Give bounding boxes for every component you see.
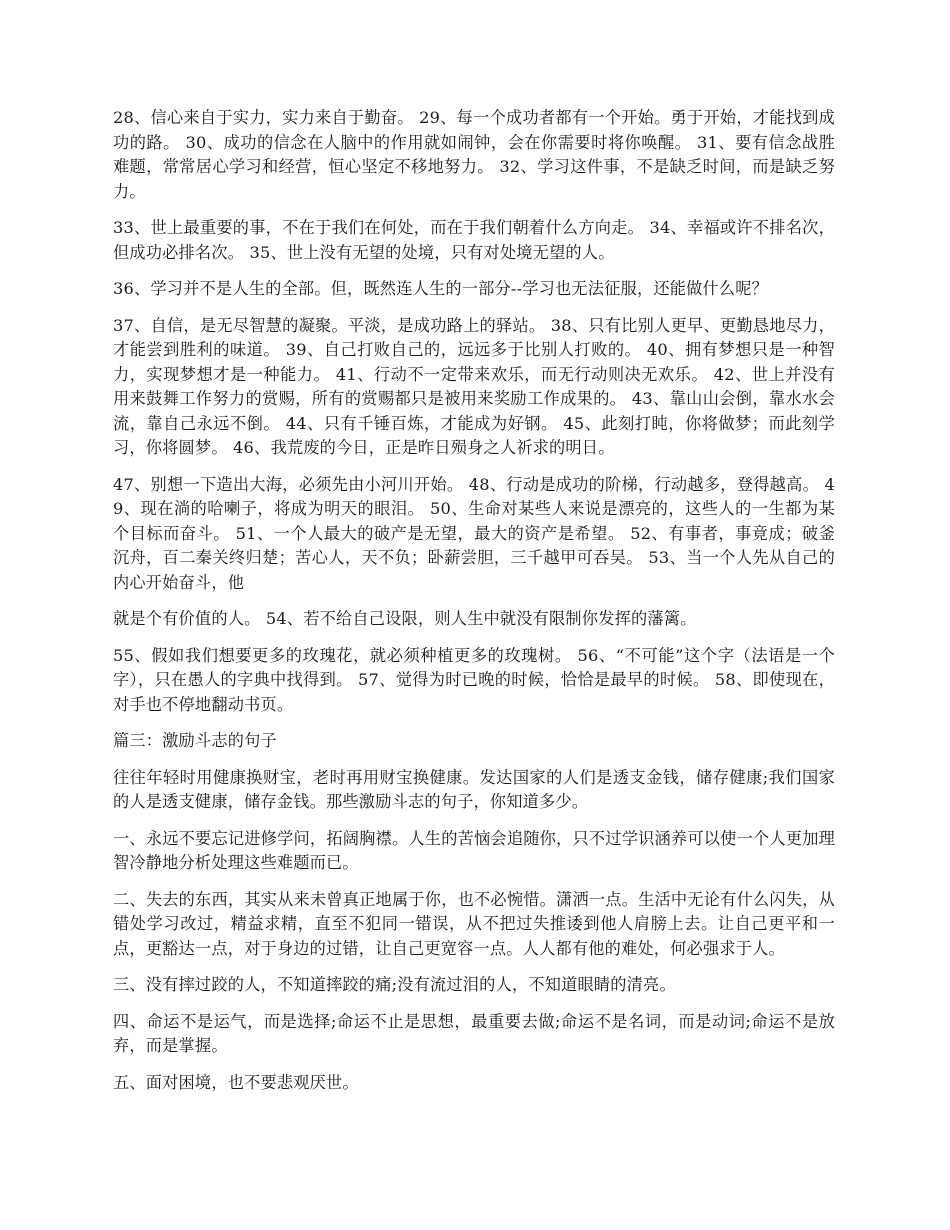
paragraph-item-4: 四、命运不是运气，而是选择;命运不止是思想，最重要去做;命运不是名词，而是动词;命运不是放弃，而是掌握。 — [113, 1011, 835, 1055]
paragraph-item-2: 二、失去的东西，其实从来未曾真正地属于你，也不必惋惜。潇洒一点。生活中无论有什么闪失，从错处学习改过，精益求精，直至不犯同一错误，从不把过失推诿到他人肩膀上去。让自己更平和一点，更豁达一点，对于身边的过错，让自己更宽容一点。人人都有他的难处，何必强求于人。 — [113, 889, 835, 958]
paragraph-item-5: 五、面对困境，也不要悲观厌世。 — [113, 1072, 359, 1092]
paragraph-intro: 往往年轻时用健康换财宝，老时再用财宝换健康。发达国家的人们是透支金钱，储存健康;我们国家的人是透支健康，储存金钱。那些激励斗志的句子，你知道多少。 — [113, 767, 835, 811]
paragraph-quote-36: 36、学习并不是人生的全部。但，既然连人生的一部分--学习也无法征服，还能做什么呢？ — [113, 279, 769, 298]
paragraph-quotes-28-32: 28、信心来自于实力，实力来自于勤奋。 29、每一个成功者都有一个开始。勇于开始，才能找到成功的路。 30、成功的信念在人脑中的作用就如闹钟，会在你需要时将你唤醒。 31、要有信念战胜难题，常常居心学习和经营，恒心坚定不移地努力。 32、学习这件事，不是缺乏时间，而是缺乏努力。 — [113, 108, 835, 201]
paragraph-quotes-47-53: 47、别想一下造出大海，必须先由小河川开始。 48、行动是成功的阶梯，行动越多，登得越高。 49、现在淌的哈喇子，将成为明天的眼泪。 50、生命对某些人来说是漂亮的，这些人的一生都为某个目标而奋斗。 51、一个人最大的破产是无望，最大的资产是希望。 52、有事者，事竟成；破釜沉舟，百二秦关终归楚；苦心人，天不负；卧薪尝胆，三千越甲可吞吴。 53、当一个人先从自己的内心开始奋斗，他 — [113, 474, 835, 592]
paragraph-quotes-53-54: 就是个有价值的人。 54、若不给自己设限，则人生中就没有限制你发挥的藩篱。 — [113, 609, 697, 628]
paragraph-item-1: 一、永远不要忘记进修学问，拓阔胸襟。人生的苦恼会追随你，只不过学识涵养可以使一个人更加理智冷静地分析处理这些难题而已。 — [113, 828, 835, 872]
section-heading: 篇三：激励斗志的句子 — [113, 731, 277, 750]
paragraph-item-3: 三、没有摔过跤的人，不知道摔跤的痛;没有流过泪的人，不知道眼睛的清亮。 — [113, 975, 676, 994]
paragraph-quotes-33-35: 33、世上最重要的事，不在于我们在何处，而在于我们朝着什么方向走。 34、幸福或许不排名次，但成功必排名次。 35、世上没有无望的处境，只有对处境无望的人。 — [113, 218, 835, 262]
paragraph-quotes-37-46: 37、自信，是无尽智慧的凝聚。平淡，是成功路上的驿站。 38、只有比别人更早、更勤恳地尽力，才能尝到胜利的味道。 39、自己打败自己的，远远多于比别人打败的。 40、拥有梦想只是一种智力，实现梦想才是一种能力。 41、行动不一定带来欢乐，而无行动则决无欢乐。 42、世上并没有用来鼓舞工作努力的赏赐，所有的赏赐都只是被用来奖励工作成果的。 43、靠山山会倒，靠水水会流，靠自己永远不倒。 44、只有千锤百炼，才能成为好钢。 45、此刻打盹，你将做梦；而此刻学习，你将圆梦。 46、我荒废的今日，正是昨日殒身之人祈求的明日。 — [113, 315, 835, 457]
document-page — [113, 106, 835, 1107]
paragraph-quotes-55-58: 55、假如我们想要更多的玫瑰花，就必须种植更多的玫瑰树。 56、“不可能”这个字（法语是一个字），只在愚人的字典中找得到。 57、觉得为时已晚的时候，恰恰是最早的时候。 58、即使现在，对手也不停地翻动书页。 — [113, 645, 835, 714]
